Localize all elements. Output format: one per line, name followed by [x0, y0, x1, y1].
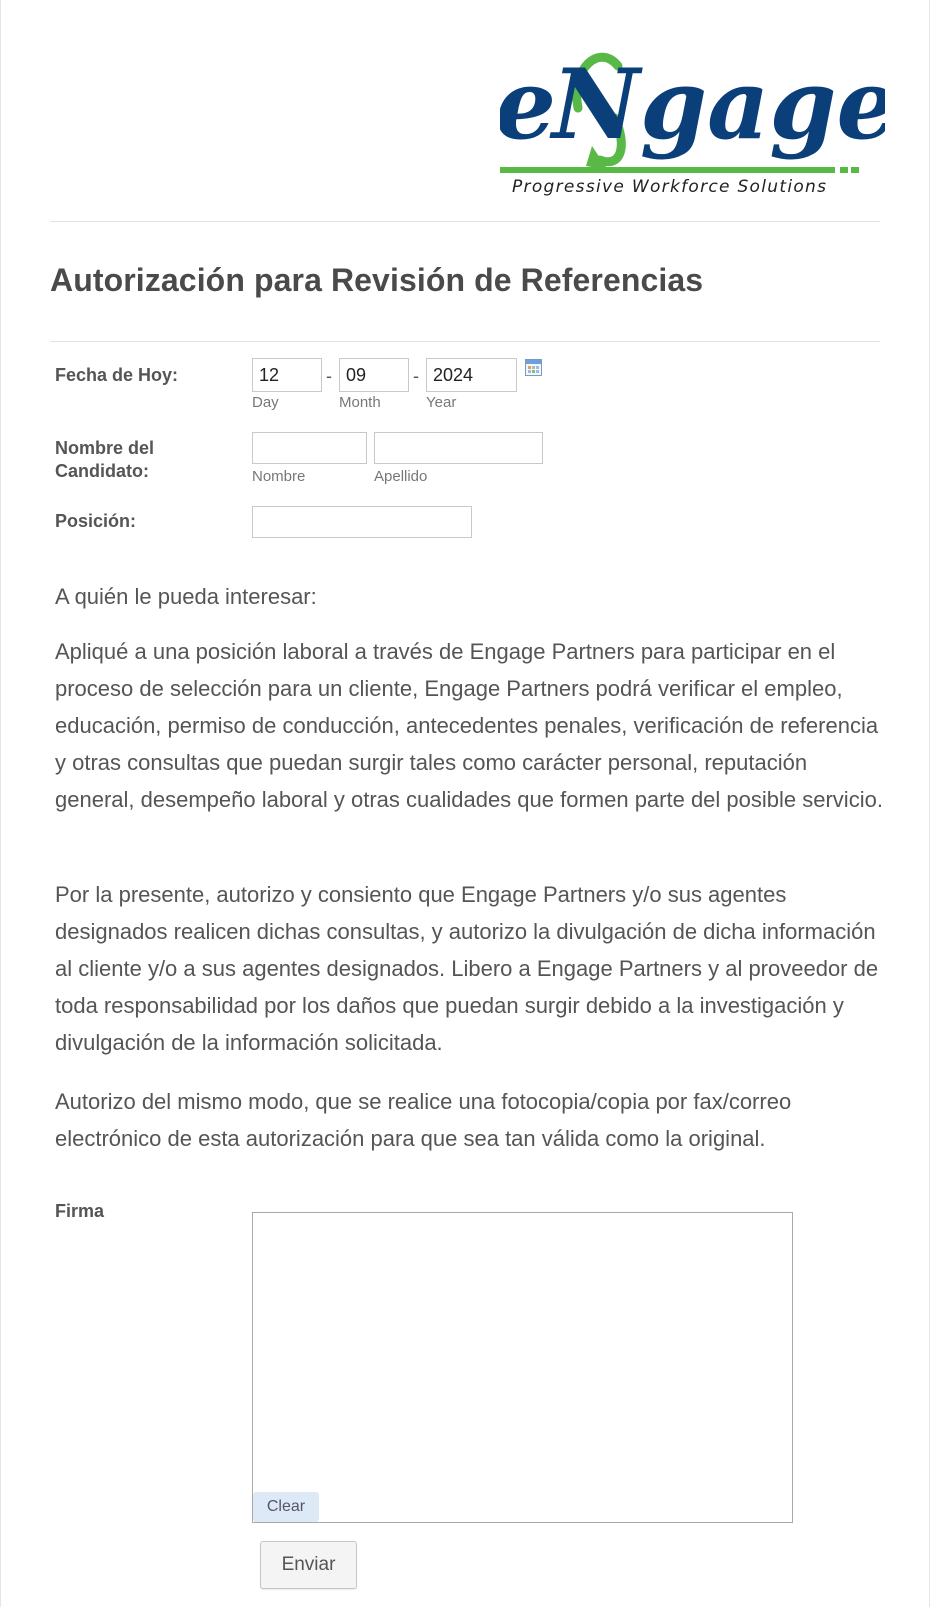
day-input[interactable] [252, 358, 322, 392]
title-divider [50, 341, 880, 342]
position-label: Posición: [55, 511, 137, 531]
logo-tagline: Progressive Workforce Solutions [512, 177, 828, 197]
candidate-name-label: Nombre del Candidato: [55, 438, 155, 481]
day-sublabel: Day [252, 394, 279, 411]
authorization-paragraph-1: Apliqué a una posición laboral a través de Engage Partners para participar en el proceso de selección para un cliente, Engage Partners podrá verificar el empleo, educación, permiso de conducción, antecedentes penales, verificación de referencia y otras consultas que puedan surgir tales como carácter personal, reputación general, desempeño laboral y otras cualidades que formen parte del posible servicio. [55, 639, 883, 812]
svg-text:gage: gage [640, 48, 885, 161]
signature-pad[interactable] [252, 1212, 793, 1523]
first-name-input[interactable] [252, 432, 367, 464]
month-input[interactable] [339, 358, 409, 392]
header-divider [50, 221, 880, 222]
date-label: Fecha de Hoy: [55, 365, 179, 385]
authorization-paragraph-2: Por la presente, autorizo y consiento que Engage Partners y/o sus agentes designados realicen dichas consultas, y autorizo la divulgación de dicha información al cliente y/o a sus agentes designados. Libero a Engage Partners y al proveedor de toda responsabilidad por los daños que puedan surgir debido a la investigación y divulgación de la información solicitada. [55, 882, 879, 1055]
year-input[interactable] [426, 358, 517, 392]
signature-label: Firma [55, 1201, 105, 1221]
year-sublabel: Year [426, 394, 457, 411]
last-name-input[interactable] [374, 432, 543, 464]
greeting-text: A quién le pueda interesar: [55, 584, 317, 609]
svg-text:N: N [552, 48, 640, 161]
authorization-paragraph-3: Autorizo del mismo modo, que se realice una fotocopia/copia por fax/correo electrónico de esta autorización para que sea tan válida como la original. [55, 1089, 792, 1151]
month-sublabel: Month [339, 394, 381, 411]
date-separator: - [413, 366, 419, 386]
date-separator: - [326, 366, 332, 386]
position-input[interactable] [252, 506, 472, 538]
submit-button[interactable]: Enviar [260, 1541, 357, 1589]
svg-text:e: e [500, 48, 557, 161]
engage-logo [500, 38, 885, 206]
clear-signature-button[interactable]: Clear [253, 1492, 319, 1522]
last-name-sublabel: Apellido [374, 468, 428, 485]
first-name-sublabel: Nombre [252, 468, 306, 485]
calendar-icon[interactable] [525, 359, 542, 376]
page-title: Autorización para Revisión de Referencias [50, 262, 704, 298]
